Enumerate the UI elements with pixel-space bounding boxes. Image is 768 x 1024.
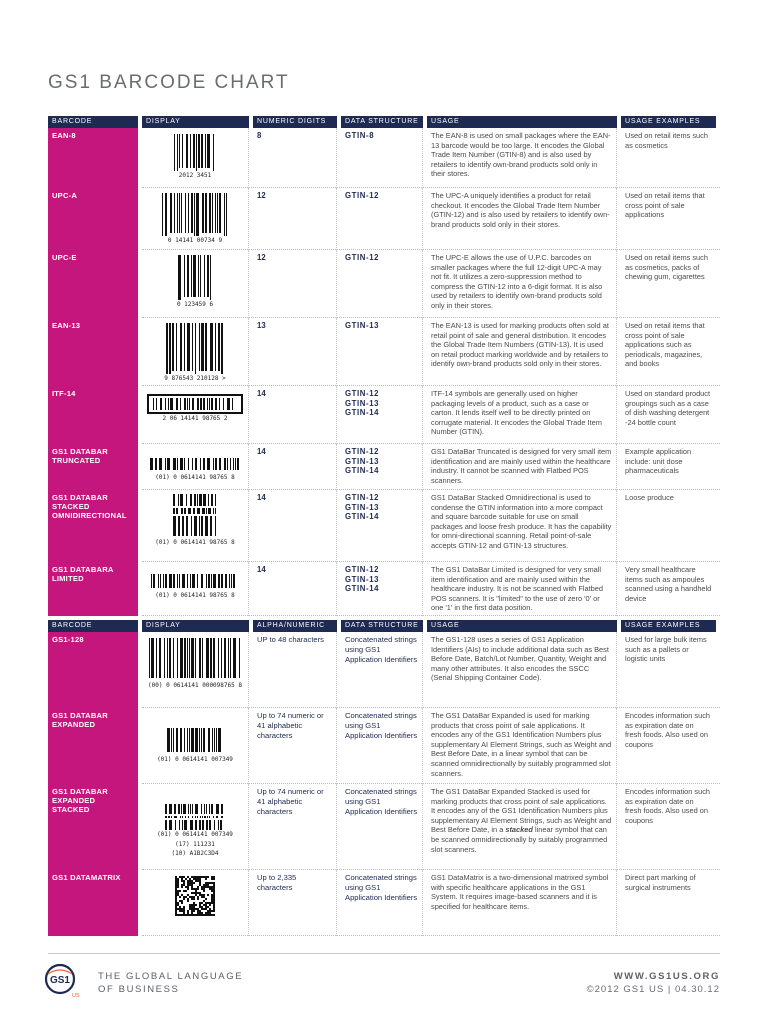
logo-sub: US	[72, 993, 80, 999]
barcode-display	[142, 562, 249, 616]
header-display: DISPLAY	[142, 620, 249, 632]
footer-divider	[48, 953, 720, 954]
barcode-human-readable: 0 123459 6	[176, 301, 214, 308]
usage-examples: Encodes information such as expiration date on fresh foods. Also used on coupons	[625, 711, 711, 749]
logo-text: GS1	[49, 975, 71, 986]
digits: 14	[253, 444, 337, 490]
barcode-human-readable: (01) 0 0614141 007349	[157, 756, 233, 763]
barcode-display	[142, 708, 249, 784]
digits: 8	[253, 128, 337, 188]
header-data-structure: DATA STRUCTURE	[341, 620, 423, 632]
barcode-display	[142, 490, 249, 562]
gs1128-barcode-icon	[149, 638, 241, 681]
barcode-name: UPC-E	[48, 250, 138, 318]
barcode-display	[142, 784, 249, 870]
barcode-name: GS1 DATABARA LIMITED	[48, 562, 138, 616]
table-row	[48, 490, 720, 562]
table-row	[48, 562, 720, 616]
header-display: DISPLAY	[142, 116, 249, 128]
data-structure: Concatenated strings using GS1 Application Identifiers	[341, 708, 423, 784]
digits: 14	[253, 490, 337, 562]
limited-barcode-icon	[151, 574, 239, 591]
data-structure: GTIN-12 GTIN-13 GTIN-14	[341, 490, 423, 562]
data-structure: GTIN-12 GTIN-13 GTIN-14	[341, 562, 423, 616]
usage: The GS1 DataBar Limited is designed for very small item identification and are mainly used within the healthcare industry. It is not be scanned with Flatbed POS scanners. It is "limited" to the use of zero '0' or one '1' in the first data position.	[427, 562, 617, 616]
upce-barcode-icon	[178, 255, 212, 300]
ean13-barcode-icon	[166, 323, 224, 374]
table-row	[48, 632, 720, 708]
barcode-display	[142, 870, 249, 936]
barcode-display	[142, 188, 249, 250]
barcode-name: GS1 DATABAR STACKED OMNIDIRECTIONAL	[48, 490, 138, 562]
usage-examples: Used for large bulk items such as a pallets or logistic units	[625, 635, 707, 664]
barcode-display	[142, 250, 249, 318]
table-row	[48, 128, 720, 188]
expanded-barcode-icon	[167, 728, 223, 755]
website-link[interactable]: WWW.GS1US.ORG	[613, 971, 720, 982]
table-header	[48, 116, 720, 128]
usage-examples: Very small healthcare items such as ampoules scanned using a handheld device	[625, 565, 712, 603]
usage-examples: Example application include: unit dose pharmaceuticals	[625, 447, 692, 476]
usage-examples: Used on standard product groupings such as a case of dish washing detergent -24 bottle count	[625, 389, 711, 427]
barcode-name: GS1 DATABAR TRUNCATED	[48, 444, 138, 490]
table-row	[48, 708, 720, 784]
usage-examples: Used on retail items that cross point of sale applications	[625, 191, 705, 220]
header-usage-examples: USAGE EXAMPLES	[621, 620, 716, 632]
usage: The EAN-13 is used for marking products often sold at retail point of sale and general distribution. It encodes the Global Trade Item Numbers (GTIN-13). It is used on retail product marking worldwide and by retailers to identify own-brand products sold only in their stores.	[427, 318, 617, 386]
header-usage: USAGE	[427, 116, 617, 128]
usage: GS1 DataBar Truncated is designed for very small item identification and are mainly used within the healthcare industry. It cannot be scanned with Flatbed POS scanners.	[427, 444, 617, 490]
table-row	[48, 188, 720, 250]
barcode-display	[142, 318, 249, 386]
trunc-barcode-icon	[150, 458, 240, 473]
data-structure: GTIN-12 GTIN-13 GTIN-14	[341, 444, 423, 490]
table-row	[48, 386, 720, 444]
page-title: GS1 BARCODE CHART	[48, 72, 290, 93]
copyright: ©2012 GS1 US | 04.30.12	[586, 984, 720, 995]
usage-examples: Used on retail items such as cosmetics, packs of chewing gum, cigarettes	[625, 253, 708, 282]
digits: 12	[253, 188, 337, 250]
tagline-line-1: THE GLOBAL LANGUAGE	[98, 971, 244, 982]
data-structure: Concatenated strings using GS1 Application Identifiers	[341, 870, 423, 936]
header-usage: USAGE	[427, 620, 617, 632]
barcode-human-readable: (00) 0 0614141 000098765 8	[148, 682, 242, 689]
header-barcode: BARCODE	[48, 620, 138, 632]
usage: The GS1 DataBar Expanded Stacked is used for marking products that cross point of sale applications. It encodes any of the GS1 Identification Numbers plus supplementary AI Element Strings, such as Weight and Best Before Date, in a stacked linear symbol that can be scanned omnidirectionally by suitably programmed slot scanners.	[427, 784, 617, 870]
usage: The UPC-E allows the use of U.P.C. barcodes on smaller packages where the full 12-digit UPC-A may not fit. It utilizes a zero-suppression method to compress the GTIN-12 into a 6-digit format. It is also used by retailers to identify own-brand products sold only in their stores.	[427, 250, 617, 318]
itf14-barcode-icon	[147, 394, 243, 414]
data-structure: GTIN-12	[341, 188, 423, 250]
header-barcode: BARCODE	[48, 116, 138, 128]
barcode-human-readable: (01) 0 0614141 007349 (17) 111231 (10) A1B2C3D4	[157, 831, 233, 858]
usage-examples: Direct part marking of surgical instruments	[625, 873, 696, 892]
header-data-structure: DATA STRUCTURE	[341, 116, 423, 128]
digits: UP to 48 characters	[253, 632, 337, 708]
table-row	[48, 870, 720, 936]
stacked-barcode-icon	[173, 494, 217, 538]
digits: Up to 74 numeric or 41 alphabetic characters	[253, 708, 337, 784]
usage: ITF-14 symbols are generally used on higher packaging levels of a product, such as a case or carton. It lends itself well to be directly printed on corrugate material. It encodes the Global Trade Item Number (GTIN).	[427, 386, 617, 444]
gs1-logo-icon	[42, 962, 78, 998]
usage-examples: Loose produce	[625, 493, 674, 502]
barcode-table-numeric	[48, 116, 720, 616]
barcode-human-readable: 9 876543 210128 >	[164, 375, 226, 382]
usage: The GS1 DataBar Expanded is used for marking products that cross point of sale applications. It encodes any of the GS1 Identification Numbers plus supplementary AI Element Strings, such as Weight and Best Before Date, in a linear symbol that can be scanned omnidirectionally by suitably programmed slot scanners.	[427, 708, 617, 784]
table-row	[48, 318, 720, 386]
data-structure: GTIN-12 GTIN-13 GTIN-14	[341, 386, 423, 444]
digits: 14	[253, 386, 337, 444]
barcode-human-readable: 2012 3451	[178, 172, 212, 179]
ean8-barcode-icon	[174, 134, 216, 171]
digits: 13	[253, 318, 337, 386]
usage-examples: Used on retail items such as cosmetics	[625, 131, 708, 150]
barcode-name: ITF-14	[48, 386, 138, 444]
data-structure: Concatenated strings using GS1 Application Identifiers	[341, 632, 423, 708]
barcode-human-readable: 0 14141 00734 9	[167, 237, 223, 244]
usage-examples: Used on retail items that cross point of sale applications such as periodicals, magazines, and books	[625, 321, 705, 369]
barcode-display	[142, 386, 249, 444]
barcode-name: GS1 DATABAR EXPANDED STACKED	[48, 784, 138, 870]
expanded-stacked-barcode-icon	[165, 804, 225, 830]
barcode-name: GS1 DATABAR EXPANDED	[48, 708, 138, 784]
barcode-name: GS1-128	[48, 632, 138, 708]
barcode-name: EAN-8	[48, 128, 138, 188]
barcode-name: GS1 DATAMATRIX	[48, 870, 138, 936]
barcode-table-alphanumeric	[48, 620, 720, 936]
usage-examples: Encodes information such as expiration date on fresh foods. Also used on coupons	[625, 787, 711, 825]
usage: GS1 DataMatrix is a two-dimensional matrixed symbol with specific healthcare applications in the GS1 System. It requires image-based scanners and it is specified for healthcare items.	[427, 870, 617, 936]
table-header	[48, 620, 720, 632]
barcode-human-readable: 2 06 14141 98765 2	[162, 415, 228, 422]
barcode-name: UPC-A	[48, 188, 138, 250]
barcode-human-readable: (01) 0 0614141 98765 8	[155, 474, 235, 481]
barcode-display	[142, 632, 249, 708]
header-numeric-digits: NUMERIC DIGITS	[253, 116, 337, 128]
barcode-human-readable: (01) 0 0614141 98765 8	[155, 539, 235, 546]
data-structure: GTIN-13	[341, 318, 423, 386]
header-alpha-numeric: ALPHA/NUMERIC	[253, 620, 337, 632]
upca-barcode-icon	[162, 193, 228, 236]
barcode-display	[142, 444, 249, 490]
datamatrix-barcode-icon	[175, 876, 215, 916]
barcode-human-readable: (01) 0 0614141 98765 8	[155, 592, 235, 599]
table-row	[48, 250, 720, 318]
data-structure: GTIN-8	[341, 128, 423, 188]
header-usage-examples: USAGE EXAMPLES	[621, 116, 716, 128]
barcode-display	[142, 128, 249, 188]
data-structure: Concatenated strings using GS1 Application Identifiers	[341, 784, 423, 870]
digits: Up to 74 numeric or 41 alphabetic characters	[253, 784, 337, 870]
data-structure: GTIN-12	[341, 250, 423, 318]
table-row	[48, 784, 720, 870]
usage: The GS1-128 uses a series of GS1 Application Identifiers (AIs) to include additional data such as Best Before Date, Batch/Lot Number, Quantity, Weight and many other attributes. It also encodes the SSCC (Serial Shipping Container Code).	[427, 632, 617, 708]
tagline-line-2: OF BUSINESS	[98, 984, 180, 995]
digits: 12	[253, 250, 337, 318]
usage: The EAN-8 is used on small packages where the EAN-13 barcode would be too large. It encodes the Global Trade Item Number (GTIN-8) and is also used by retailers to identify own-brand products sold only in their stores.	[427, 128, 617, 188]
usage: The UPC-A uniquely identifies a product for retail checkout. It encodes the Global Trade Item Number (GTIN-12) and is also used by retailers to identify own-brand products sold only in their stores.	[427, 188, 617, 250]
usage: GS1 DataBar Stacked Omnidirectional is used to condense the GTIN information into a more compact and square barcode suitable for use on small packages and loose fresh produce. It has the capability for omni-directional scanning. Retail point-of-sale accepts GTIN-12 and GTIN-13 structures.	[427, 490, 617, 562]
digits: Up to 2,335 characters	[253, 870, 337, 936]
barcode-name: EAN-13	[48, 318, 138, 386]
digits: 14	[253, 562, 337, 616]
table-row	[48, 444, 720, 490]
